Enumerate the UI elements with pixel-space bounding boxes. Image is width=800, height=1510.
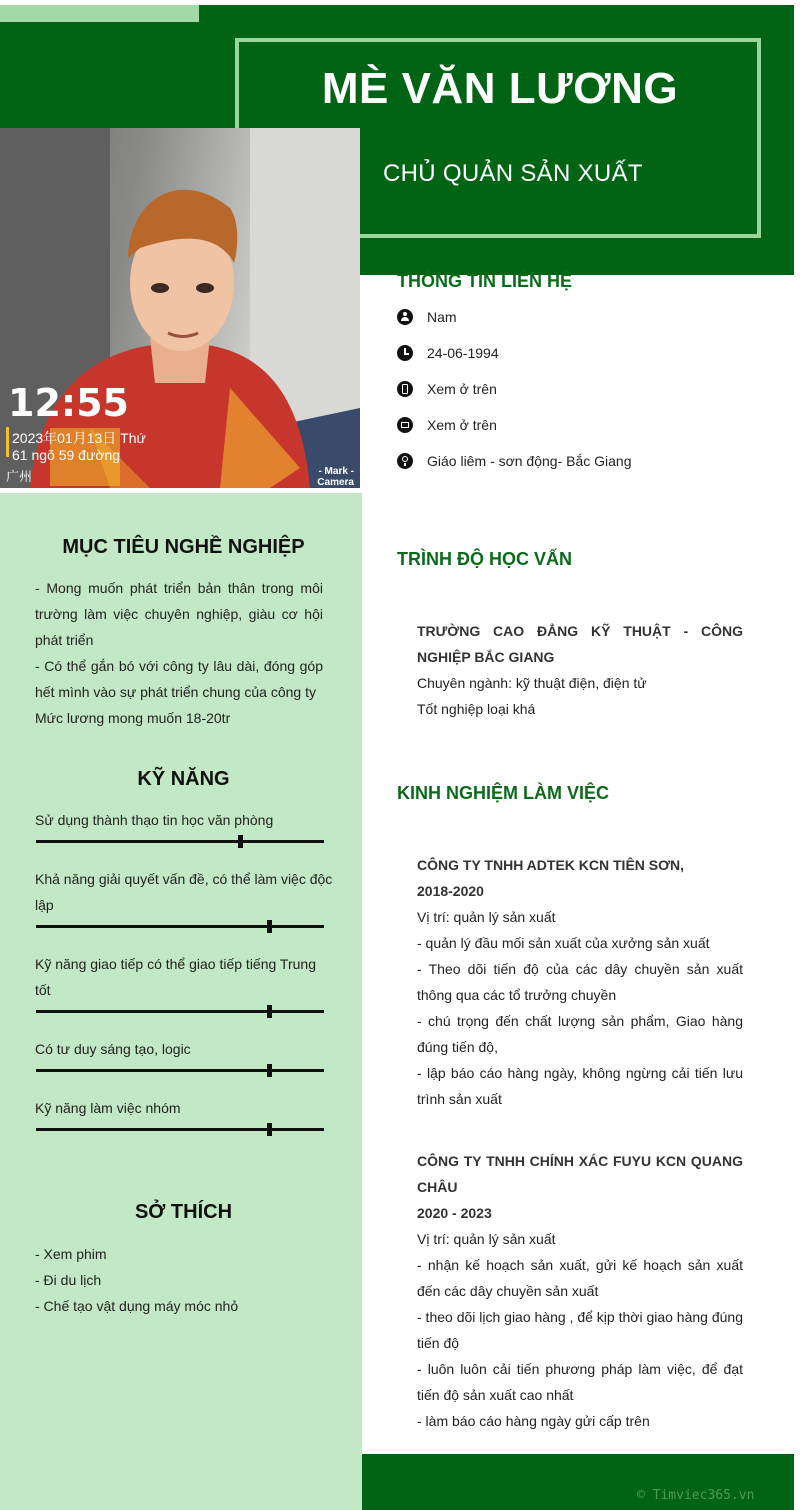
profile-photo	[0, 128, 360, 488]
job-title: CHỦ QUẢN SẢN XUẤT	[383, 160, 643, 187]
clock-icon	[397, 345, 413, 361]
skill-label: Sử dụng thành thạo tin học văn phòng	[35, 812, 274, 828]
skill-level-bar	[36, 840, 324, 843]
company-name: CÔNG TY TNHH CHÍNH XÁC FUYU KCN QUANG CHÂU	[417, 1153, 743, 1195]
candidate-name: MÈ VĂN LƯƠNG	[321, 64, 679, 113]
skill-label: Kỹ năng làm việc nhóm	[35, 1100, 181, 1116]
photo-date: 2023年01月13日 Thứ	[12, 430, 146, 446]
contact-address-text: Giáo liêm - sơn động- Bắc Giang	[427, 453, 632, 469]
skill-label: Có tư duy sáng tạo, logic	[35, 1041, 191, 1057]
contact-gender	[397, 307, 457, 327]
skill-level-marker	[267, 1064, 272, 1077]
user-icon	[397, 309, 413, 325]
phone-icon	[397, 381, 413, 397]
job-detail-line: - nhận kế hoạch sản xuất, gửi kế hoạch sản xuất đến các dây chuyền sản xuất	[417, 1257, 743, 1299]
contact-phone	[397, 379, 497, 399]
skill-level-bar	[36, 1069, 324, 1072]
experience-entry	[417, 1148, 743, 1434]
job-detail-line: - làm báo cáo hàng ngày gửi cấp trên	[417, 1413, 650, 1429]
contact-address	[397, 451, 632, 471]
skill-level-bar	[36, 1010, 324, 1013]
objective-section-title: MỤC TIÊU NGHỀ NGHIỆP	[62, 536, 305, 558]
education-section-title: TRÌNH ĐỘ HỌC VẤN	[397, 549, 572, 569]
site-watermark: © Timviec365.vn	[637, 1488, 755, 1503]
skill-level-marker	[267, 1123, 272, 1136]
objective-line: - Mong muốn phát triển bản thân trong môi trường làm việc chuyên nghiệp, giàu cơ hội phát triển	[35, 580, 323, 648]
school-name: TRƯỜNG CAO ĐẲNG KỸ THUẬT - CÔNG NGHIỆP BẮC GIANG	[417, 623, 743, 665]
education-entry	[417, 618, 743, 722]
job-detail-line: - chú trọng đến chất lượng sản phẩm, Giao hàng đúng tiến độ,	[417, 1013, 743, 1055]
job-detail-line: - quản lý đầu mối sản xuất của xưởng sản xuất	[417, 935, 710, 951]
contact-birthdate-text: 24-06-1994	[427, 345, 499, 361]
skill-label: Khả năng giải quyết vấn đề, có thể làm việc độc lập	[35, 871, 333, 913]
photo-badge-line2: Camera	[317, 477, 354, 488]
objective-text	[35, 575, 323, 731]
job-detail-line: - lập báo cáo hàng ngày, không ngừng cải tiến lưu trình sản xuất	[417, 1065, 743, 1107]
skill-level-bar	[36, 1128, 324, 1131]
contact-phone-text: Xem ở trên	[427, 381, 497, 397]
job-detail-line: Vị trí: quản lý sản xuất	[417, 909, 556, 925]
job-detail-line: - Theo dõi tiến độ của các dây chuyền sản xuất thông qua các tổ trưởng chuyền	[417, 961, 743, 1003]
contact-email-text: Xem ở trên	[427, 417, 497, 433]
hobbies-section-title: SỞ THÍCH	[134, 1201, 233, 1223]
contact-gender-text: Nam	[427, 309, 457, 325]
photo-stamp-bar	[6, 427, 9, 457]
education-grade: Tốt nghiệp loại khá	[417, 701, 536, 717]
job-period: 2020 - 2023	[417, 1205, 492, 1221]
experience-entry	[417, 852, 743, 1112]
skill-level-bar	[36, 925, 324, 928]
skill-level-marker	[238, 835, 243, 848]
job-period: 2018-2020	[417, 883, 484, 899]
skill-level-marker	[267, 920, 272, 933]
photo-time: 12:55	[8, 381, 129, 425]
photo-city: 广州	[6, 469, 33, 484]
photo-camera-badge	[317, 466, 354, 488]
skill-level-marker	[267, 1005, 272, 1018]
company-name: CÔNG TY TNHH ADTEK KCN TIÊN SƠN,	[417, 857, 685, 873]
skill-label: Kỹ năng giao tiếp có thể giao tiếp tiếng Trung tốt	[35, 956, 316, 998]
education-major: Chuyên ngành: kỹ thuật điện, điện tử	[417, 675, 647, 691]
contact-email	[397, 415, 497, 435]
objective-line: Mức lương mong muốn 18-20tr	[35, 710, 231, 726]
job-detail-line: Vị trí: quản lý sản xuất	[417, 1231, 556, 1247]
photo-address: 61 ngõ 59 đường	[12, 447, 121, 463]
contact-birthdate	[397, 343, 499, 363]
hobby-item: - Chế tạo vật dụng máy móc nhỏ	[35, 1298, 239, 1314]
skills-section-title: KỸ NĂNG	[137, 768, 230, 790]
top-accent-bar	[0, 5, 199, 22]
photo-badge-line1: - Mark -	[318, 466, 354, 477]
contact-section-title: THÔNG TIN LIÊN HỆ	[397, 271, 572, 291]
hobby-item: - Xem phim	[35, 1246, 107, 1262]
job-detail-line: - theo dõi lịch giao hàng , để kịp thời giao hàng đúng tiến độ	[417, 1309, 743, 1351]
hobby-item: - Đi du lịch	[35, 1272, 102, 1288]
mail-icon	[397, 417, 413, 433]
job-detail-line: - luôn luôn cải tiến phương pháp làm việc, để đạt tiến độ sản xuất cao nhất	[417, 1361, 743, 1403]
objective-line: - Có thể gắn bó với công ty lâu dài, đóng góp hết mình vào sự phát triển chung của công ty	[35, 658, 323, 700]
experience-section-title: KINH NGHIỆM LÀM VIỆC	[397, 783, 610, 803]
location-icon	[397, 453, 413, 469]
